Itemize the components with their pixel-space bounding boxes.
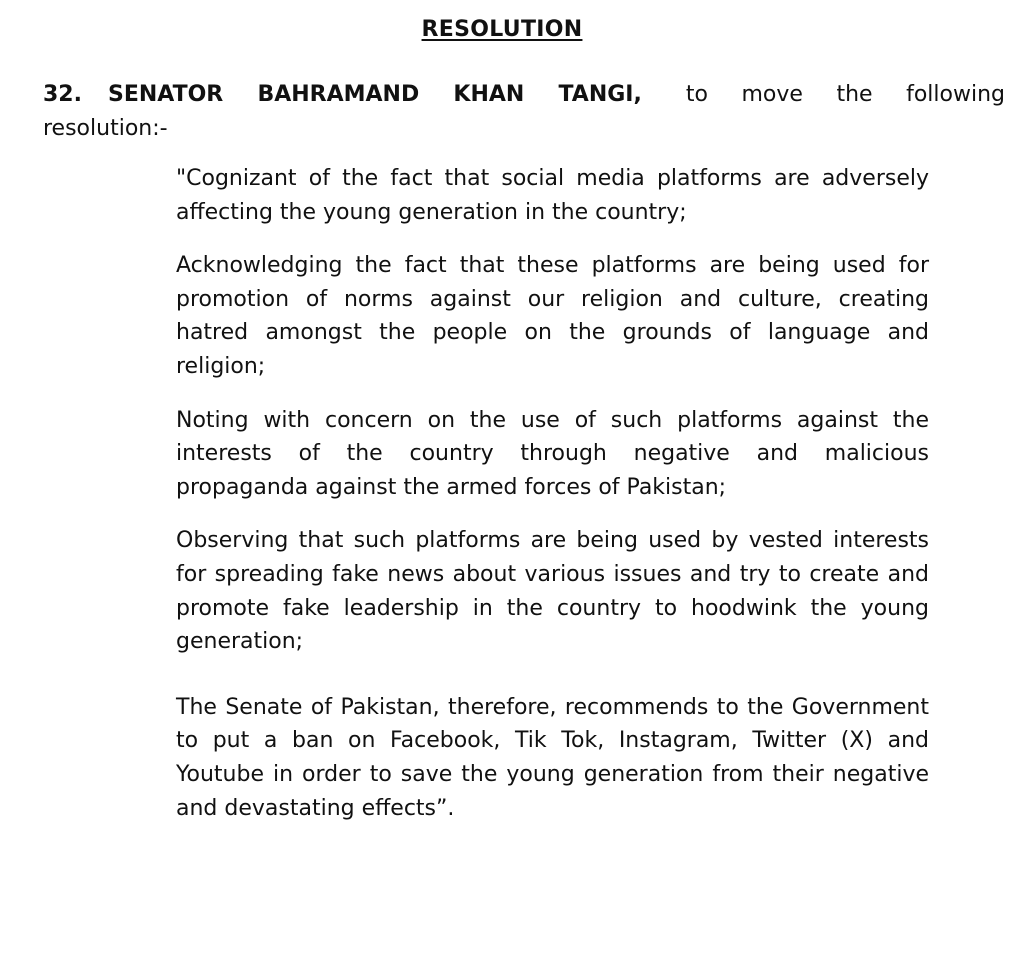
- paragraph-cognizant: "Cognizant of the fact that social media platforms are adversely affecting the young generation in the country;: [176, 166, 929, 225]
- mover-action: to move the following resolution:-: [43, 82, 1005, 141]
- paragraph-observing: Observing that such platforms are being used by vested interests for spreading fake news about various issues and try to create and promote fake leadership in the country to hoodwink the young generation;: [176, 528, 929, 655]
- document-title: RESOLUTION: [421, 17, 583, 42]
- senator-name: SENATOR BAHRAMAND KHAN TANGI,: [107, 82, 642, 107]
- paragraph-noting: Noting with concern on the use of such platforms against the interests of the country through negative and malicious propaganda against the armed forces of Pakistan;: [176, 407, 929, 500]
- paragraph-recommendation: The Senate of Pakistan, therefore, recommends to the Government to put a ban on Facebook, Tik Tok, Instagram, Twitter (X) and Youtube in order to save the young generation from their negative and devastating effects”.: [176, 694, 929, 821]
- resolution-number: 32.: [43, 82, 82, 107]
- paragraph-acknowledging: Acknowledging the fact that these platforms are being used for promotion of norms against our religion and culture, creating hatred amongst the people on the grounds of language and religion;: [176, 253, 929, 379]
- resolution-body: [176, 162, 929, 845]
- mover-line: [43, 78, 1005, 146]
